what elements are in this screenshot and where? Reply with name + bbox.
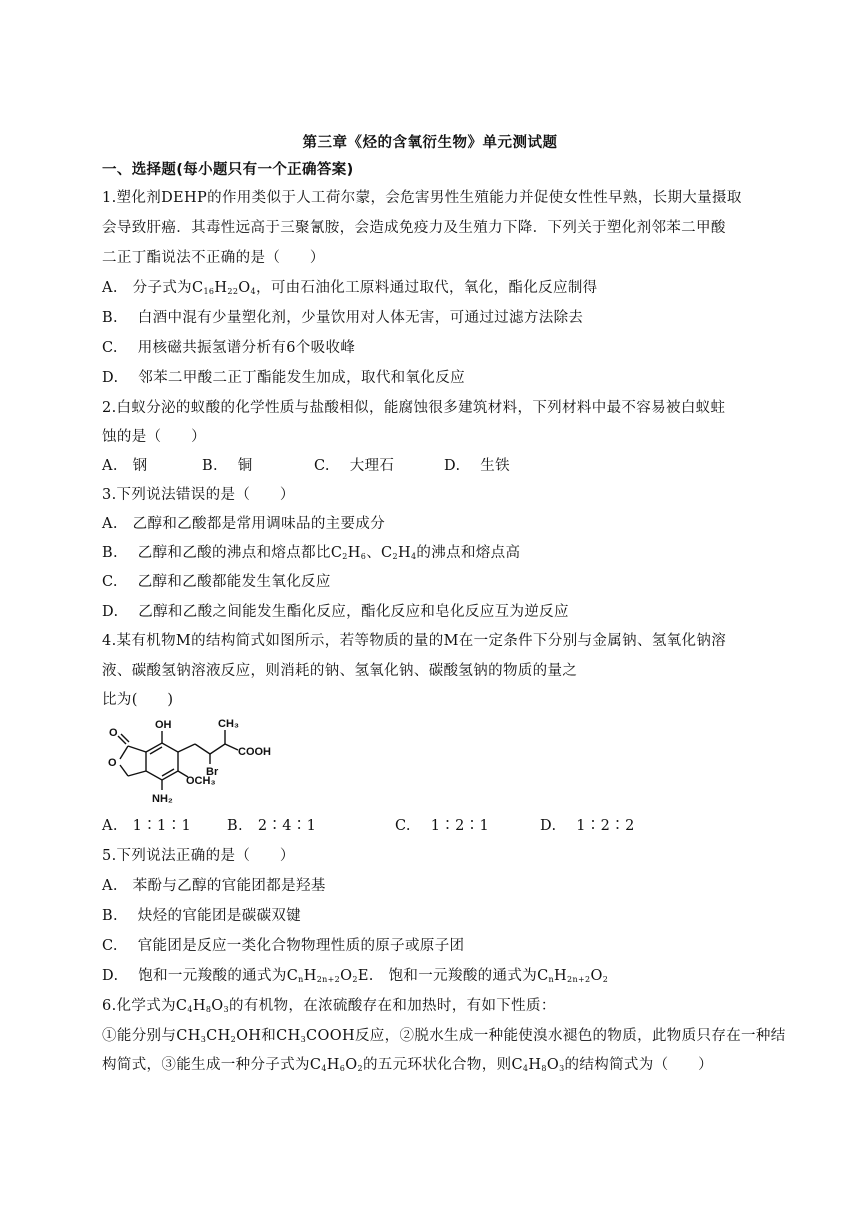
- q6-stem-line1: 6.化学式为$C_4H_8O_3$的有机物，在浓硫酸存在和加热时，有如下性质：: [102, 998, 556, 1014]
- q3-option-c: C. 乙醇和乙酸都能发生氧化反应: [102, 574, 331, 590]
- q4-option-d: D. 1∶2∶2: [540, 818, 635, 834]
- q2-option-a: A. 钢: [102, 458, 148, 474]
- q3-option-d: D. 乙醇和乙酸之间能发生酯化反应，酯化反应和皂化反应互为逆反应: [102, 604, 569, 620]
- q5-option-a: A. 苯酚与乙醇的官能团都是羟基: [102, 878, 326, 894]
- label-oh: OH: [155, 719, 172, 731]
- label-ch3: CH₃: [218, 718, 239, 730]
- q4-structure-diagram: [100, 714, 280, 814]
- q1-stem-line3: 二正丁酯说法不正确的是（ ）: [102, 250, 325, 266]
- q4-option-a: A. 1∶1∶1: [102, 818, 192, 834]
- q1-stem-line2: 会导致肝癌．其毒性远高于三聚氰胺，会造成免疫力及生殖力下降．下列关于塑化剂邻苯二甲酸: [102, 220, 726, 236]
- q4-options: [102, 816, 635, 836]
- q4-stem-line2: 液、碳酸氢钠溶液反应，则消耗的钠、氢氧化钠、碳酸氢钠的物质的量之: [102, 663, 578, 679]
- q1-option-a: A. 分子式为$C_{16}H_{22}O_4$，可由石油化工原料通过取代，氧化，酯化反应制得: [102, 280, 598, 296]
- label-carbonyl-o: O: [109, 727, 118, 739]
- q4-option-b: B. 2∶4∶1: [227, 818, 317, 834]
- q1-option-d: D. 邻苯二甲酸二正丁酯能发生加成，取代和氧化反应: [102, 370, 465, 386]
- label-ring-o: O: [108, 757, 117, 769]
- q5-option-c: C. 官能团是反应一类化合物物理性质的原子或原子团: [102, 938, 465, 954]
- section-heading: 一、选择题(每小题只有一个正确答案): [102, 162, 354, 178]
- q4-stem-line1: 4.某有机物M的结构简式如图所示，若等物质的量的M在一定条件下分别与金属钠、氢氧化钠溶: [102, 633, 727, 649]
- q1-option-c: C. 用核磁共振氢谱分析有6个吸收峰: [102, 340, 356, 356]
- page-title: 第三章《烃的含氧衍生物》单元测试题: [302, 135, 558, 151]
- q3-option-a: A. 乙醇和乙酸都是常用调味品的主要成分: [102, 516, 386, 532]
- q2-option-b: B. 铜: [202, 458, 253, 474]
- q2-options: [102, 456, 510, 476]
- q5-option-d: D. 饱和一元羧酸的通式为$C_nH_{2n+2}O_2E$. 饱和一元羧酸的通式为$C_nH_{2n+2}O_2$: [102, 968, 609, 984]
- q5-option-b: B. 炔烃的官能团是碳碳双键: [102, 908, 302, 924]
- q2-option-d: D. 生铁: [444, 458, 510, 474]
- q4-stem-line3: 比为( ): [102, 692, 174, 708]
- q6-stem-line3: 构简式，③能生成一种分子式为$C_4H_6O_2$的五元环状化合物，则$C_4H_8O_3$的结构简式为（ ）: [102, 1057, 714, 1073]
- q2-stem-line1: 2.白蚁分泌的蚁酸的化学性质与盐酸相似，能腐蚀很多建筑材料，下列材料中最不容易被白蚁蛀: [102, 400, 726, 416]
- q1-stem-line1: 1.塑化剂DEHP的作用类似于人工荷尔蒙，会危害男性生殖能力并促使女性性早熟，长期大量摄取: [102, 190, 742, 206]
- label-nh2: NH₂: [152, 793, 173, 805]
- q1-option-b: B. 白酒中混有少量塑化剂，少量饮用对人体无害，可通过过滤方法除去: [102, 310, 584, 326]
- q2-stem-line2: 蚀的是（ ）: [102, 429, 206, 445]
- label-och3: OCH₃: [186, 775, 216, 787]
- q6-stem-line2: ①能分别与$CH_3CH_2OH$和$CH_3COOH$反应，②脱水生成一种能使溴水褪色的物质，此物质只存在一种结: [102, 1028, 786, 1044]
- label-br: Br: [206, 766, 219, 778]
- q3-stem: 3.下列说法错误的是（ ）: [102, 487, 295, 503]
- label-cooh: COOH: [238, 746, 271, 758]
- q4-option-c: C. 1∶2∶1: [395, 818, 490, 834]
- q3-option-b: B. 乙醇和乙酸的沸点和熔点都比$C_2H_6$、$C_2H_4$的沸点和熔点高: [102, 545, 521, 561]
- q5-stem: 5.下列说法正确的是（ ）: [102, 848, 295, 864]
- q2-option-c: C. 大理石: [314, 458, 395, 474]
